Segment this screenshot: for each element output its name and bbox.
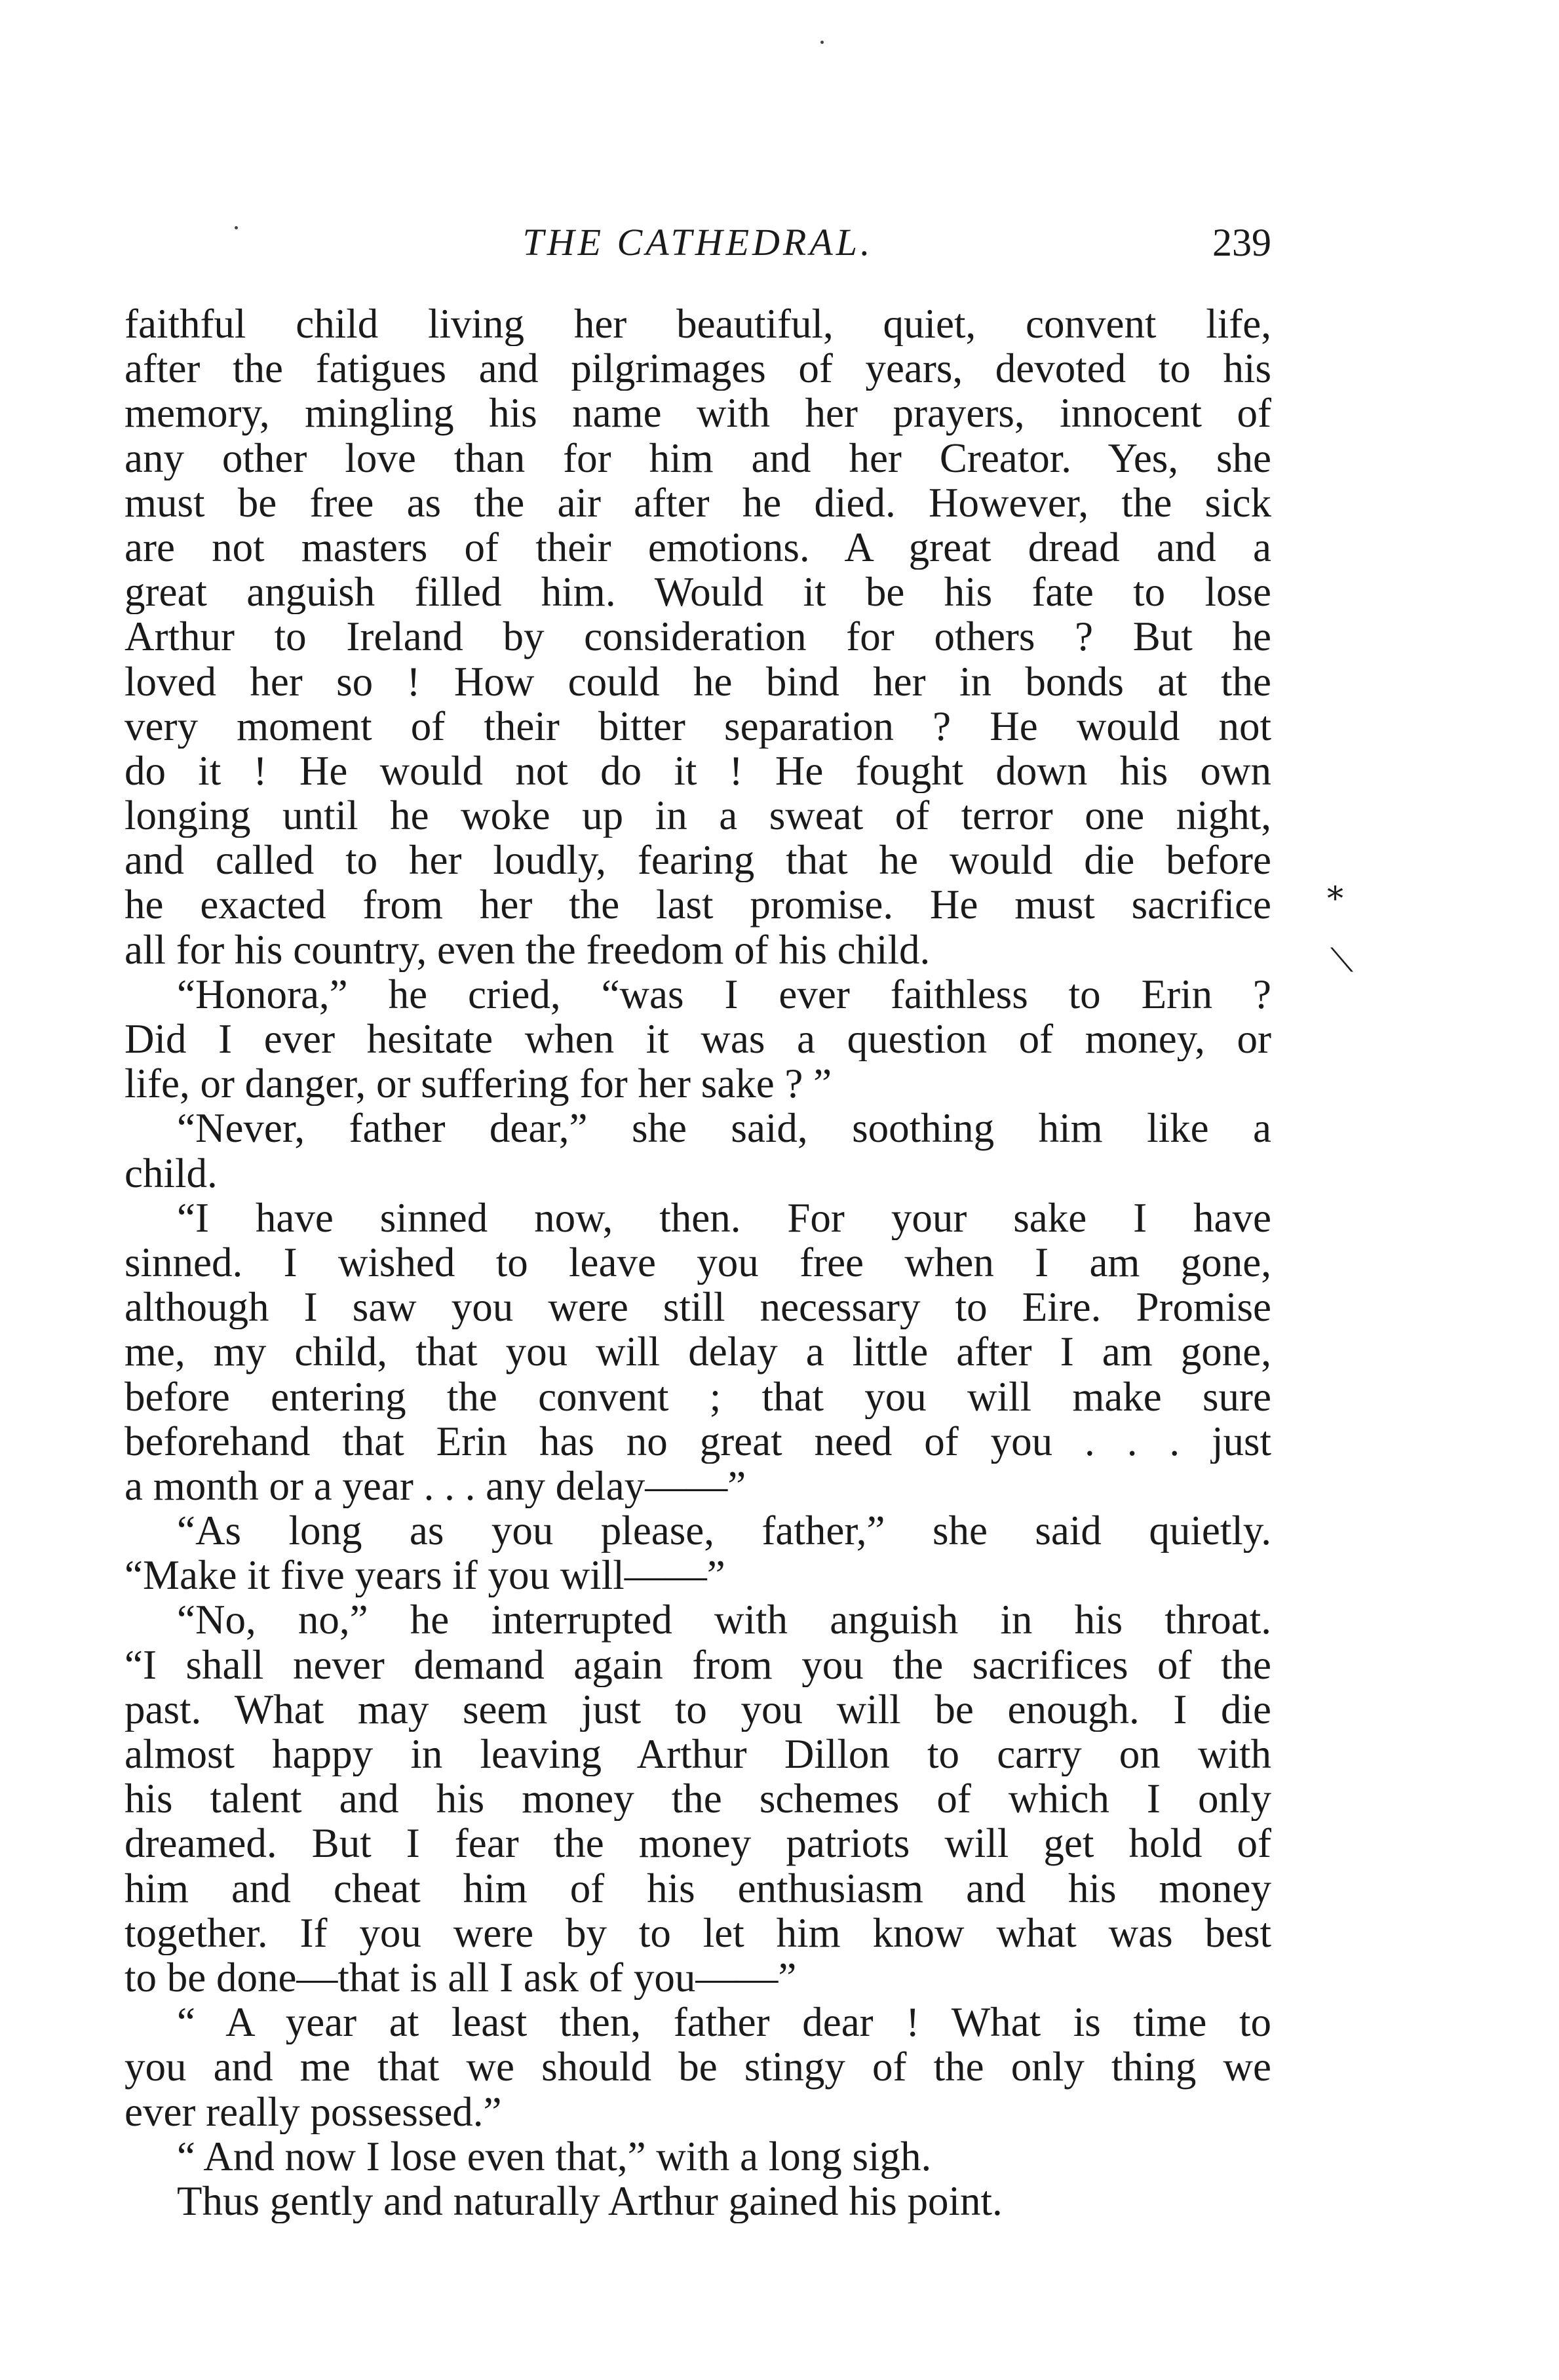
text-line: before entering the convent ; that you will make sure [125,1374,1271,1419]
text-line: after the fatigues and pilgrimages of years, devoted to his [125,346,1271,391]
body-text [125,302,1271,2223]
text-line: Thus gently and naturally Arthur gained his point. [177,2178,1003,2224]
text-line: beforehand that Erin has no great need of you . . . just [125,1418,1271,1464]
text-line: child. [125,1150,218,1196]
text-line: him and cheat him of his enthusiasm and his money [125,1865,1271,1911]
text-line: me, my child, that you will delay a little after I am gone, [125,1329,1271,1375]
text-line: longing until he woke up in a sweat of terror one night, [125,793,1271,838]
text-line: “Never, father dear,” she said, soothing him like a [177,1106,1271,1151]
running-header [125,216,1271,269]
text-line: ever really possessed.” [125,2089,502,2134]
text-line: “Honora,” he cried, “was I ever faithless to Erin ? [177,971,1271,1017]
text-line: a month or a year . . . any delay——” [125,1463,746,1509]
running-title: THE CATHEDRAL. [522,221,874,263]
text-line: great anguish filled him. Would it be his fate to lose [125,570,1271,615]
text-line: “Make it five years if you will——” [125,1553,725,1598]
text-line: “ A year at least then, father dear ! What is time to [177,2000,1271,2045]
text-line: although I saw you were still necessary to Eire. Promise [125,1285,1271,1330]
text-line: “I shall never demand again from you the sacrifices of the [125,1642,1271,1687]
text-line: Did I ever hesitate when it was a question of money, or [125,1017,1271,1062]
text-line: to be done—that is all I ask of you——” [125,1955,797,2000]
text-line: “ And now I lose even that,” with a long sigh. [177,2134,932,2179]
text-line: faithful child living her beautiful, quiet, convent life, [125,302,1271,347]
text-line: his talent and his money the schemes of which I only [125,1776,1271,1822]
text-line: he exacted from her the last promise. He must sacrifice [125,882,1271,927]
text-line: together. If you were by to let him know what was best [125,1910,1271,1955]
text-line: memory, mingling his name with her prayers, innocent of [125,391,1271,436]
text-line: almost happy in leaving Arthur Dillon to carry on with [125,1732,1271,1777]
text-line: all for his country, even the freedom of his child. [125,927,931,972]
text-line: you and me that we should be stingy of the only thing we [125,2044,1271,2090]
text-line: sinned. I wished to leave you free when I am gone, [125,1239,1271,1285]
text-line: loved her so ! How could he bind her in bonds at the [125,659,1271,704]
text-line: and called to her loudly, fearing that he would die before [125,838,1271,883]
ink-speck [820,41,824,44]
text-line: do it ! He would not do it ! He fought down his own [125,748,1271,794]
text-line: “No, no,” he interrupted with anguish in his throat. [177,1597,1271,1643]
text-line: are not masters of their emotions. A great dread and a [125,524,1271,570]
margin-mark: ⁎ [1327,870,1343,907]
text-line: Arthur to Ireland by consideration for others ? But he [125,614,1271,659]
page-number: 239 [1212,221,1271,264]
text-line: must be free as the air after he died. However, the sick [125,480,1271,525]
text-line: “I have sinned now, then. For your sake I have [177,1195,1271,1240]
margin-mark: ⟍ [1330,942,1353,979]
text-line: past. What may seem just to you will be enough. I die [125,1687,1271,1732]
text-line: any other love than for him and her Creator. Yes, she [125,435,1271,480]
text-line: life, or danger, or suffering for her sake ? ” [125,1061,832,1106]
text-line: very moment of their bitter separation ? He would not [125,703,1271,749]
text-line: dreamed. But I fear the money patriots will get hold of [125,1821,1271,1866]
text-line: “As long as you please, father,” she said quietly. [177,1508,1271,1553]
